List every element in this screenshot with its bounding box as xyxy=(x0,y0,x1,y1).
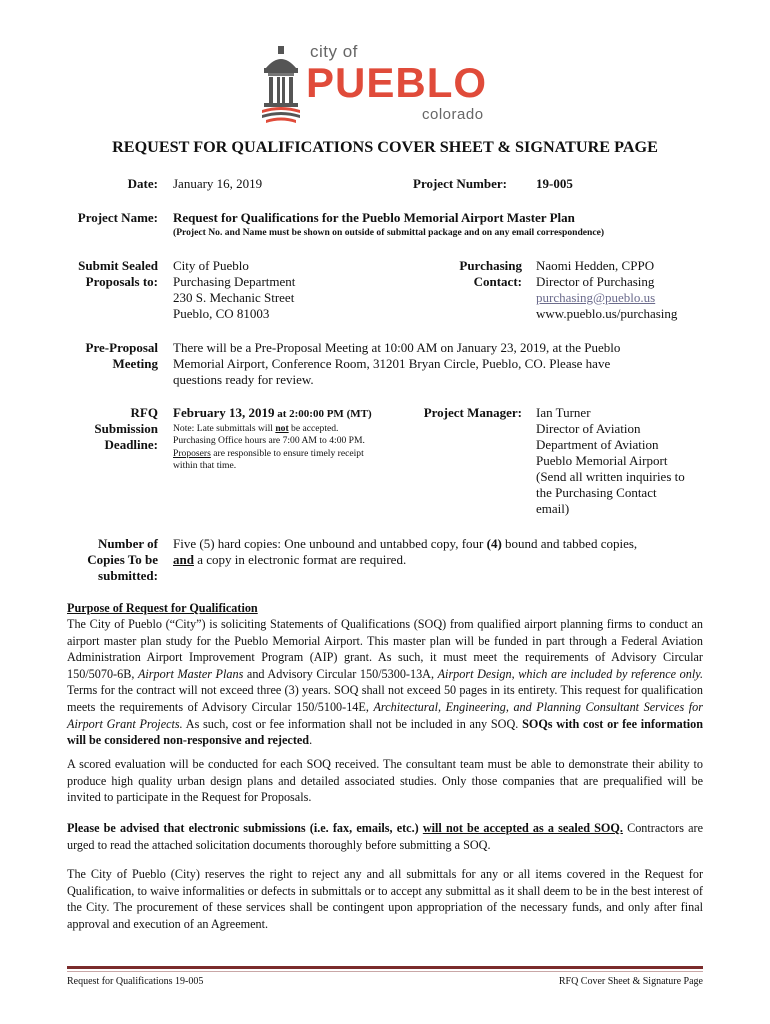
preproposal-label-line: Pre-Proposal xyxy=(85,340,158,355)
copies-text-part: bound and tabbed copies, xyxy=(501,536,638,551)
date-label: Date: xyxy=(127,176,158,191)
purchasing-contact-label xyxy=(420,258,522,290)
pm-line: (Send all written inquiries to xyxy=(536,469,685,484)
pm-line: Ian Turner xyxy=(536,405,591,420)
contact-title: Director of Purchasing xyxy=(536,274,655,289)
contact-label-line: Contact: xyxy=(473,274,522,289)
copies-label-line: Number of xyxy=(97,536,158,551)
contact-label-line: Purchasing xyxy=(459,258,522,273)
p1-text: . xyxy=(309,733,313,748)
pm-line: Department of Aviation xyxy=(536,437,659,452)
copies-text-part: Five (5) hard copies: One unbound and untabbed copy, four xyxy=(173,536,487,551)
note-text: are responsible to ensure timely receipt xyxy=(210,447,364,459)
address-line: City of Pueblo xyxy=(173,258,249,273)
copies-line-1 xyxy=(173,536,637,552)
note-text: be accepted. xyxy=(288,423,339,434)
project-number-value: 19-005 xyxy=(536,176,573,191)
submit-label xyxy=(40,258,158,290)
note-not: not xyxy=(275,423,289,434)
purchasing-contact-info xyxy=(536,258,677,322)
purpose-paragraph-2: A scored evaluation will be conducted for each SOQ received. The consultant team must be able to demonstrate their ability to produce high quality urban design plans and detailed associated studies. Only those companies that are prequalified will be invited to participate in the Request for Proposals. xyxy=(67,757,703,805)
receipt-note xyxy=(173,448,413,460)
note-text: Note: Late submittals will xyxy=(173,423,276,434)
address-line: Pueblo, CO 81003 xyxy=(173,306,270,321)
purpose-paragraph-1 xyxy=(67,616,703,749)
p1-italic: Architectural, Engineering, and Planning Consultant Services for Airport Grant Projects. xyxy=(67,699,703,731)
deadline-at: at xyxy=(274,408,290,420)
contact-email-link[interactable]: purchasing@pueblo.us xyxy=(536,290,656,305)
p1-text: and Advisory Circular 150/5300-13A, xyxy=(243,666,438,681)
project-name-value: Request for Qualifications for the Pueblo Memorial Airport Master Plan xyxy=(173,210,575,225)
preproposal-label xyxy=(40,340,158,372)
preproposal-line: There will be a Pre-Proposal Meeting at 10:00 AM on January 23, 2019, at the Pueblo xyxy=(173,340,621,355)
p1-italic: Airport Master Plans xyxy=(137,666,244,681)
deadline-label-line: Deadline: xyxy=(104,437,158,452)
deadline-label-line: Submission xyxy=(94,421,158,436)
copies-and: and xyxy=(173,552,194,567)
p1-bold: SOQs with cost or fee information will be considered non-responsive and rejected xyxy=(67,716,704,748)
copies-label-line: Copies To be xyxy=(87,552,158,567)
address-line: Purchasing Department xyxy=(173,274,296,289)
copies-label-line: submitted: xyxy=(98,568,158,583)
deadline-time: 2:00:00 PM (MT) xyxy=(289,408,372,420)
deadline-note xyxy=(173,423,413,473)
deadline-datetime xyxy=(173,405,413,422)
purpose-heading: Purpose of Request for Qualification xyxy=(67,601,258,615)
purpose-paragraph-3 xyxy=(67,820,703,853)
p1-text: The City of Pueblo (“City”) is soliciting Statements of Qualifications (SOQ) from qualified airport planning firms to conduct an airport master plan study for the Pueblo Memorial Airport. This master plan will be funded in part through a Federal Aviation Administration Airport Improvement Program (AIP) grant. As such, it must meet the requirements of Advisory Circular 150/5070-6B, xyxy=(67,617,703,681)
copies-line-2 xyxy=(173,552,637,568)
deadline-details xyxy=(173,405,413,473)
pm-line: email) xyxy=(536,501,570,516)
submit-address xyxy=(173,258,295,322)
purpose-paragraph-4: The City of Pueblo (City) reserves the right to reject any and all submittals for any or all items covered in the Request for Qualification, to waive informalities or defects in submittals or to accept any submittal as it shall deem to be in the best interest of the City. The procurement of these services shall be contingent upon appropriation of the necessary funds, and only after final approval and execution of an Agreement. xyxy=(67,867,703,931)
logo-name: PUEBLO xyxy=(306,59,488,106)
logo-city-of: city of xyxy=(310,42,358,61)
footer-rule-thin xyxy=(67,971,703,972)
preproposal-text xyxy=(173,340,620,388)
project-manager-info xyxy=(536,405,685,517)
copies-label xyxy=(40,536,158,584)
project-name-note: (Project No. and Name must be shown on outside of submittal package and on any email correspondence) xyxy=(173,227,605,238)
copies-count: (4) xyxy=(486,536,502,551)
late-note xyxy=(173,423,413,435)
note-text: within that time. xyxy=(173,460,237,472)
contact-name: Naomi Hedden, CPPO xyxy=(536,258,655,273)
p3-text: Contractors are urged to read the attached solicitation documents thoroughly before submitting a SOQ. xyxy=(67,821,703,852)
footer-left: Request for Qualifications 19-005 xyxy=(67,976,204,987)
copies-text xyxy=(173,536,637,568)
pueblo-building-logo-icon xyxy=(258,46,304,124)
pm-line: Director of Aviation xyxy=(536,421,641,436)
submit-label-line: Submit Sealed xyxy=(78,258,158,273)
p3-bold-underlined: will not be accepted as a sealed SOQ. xyxy=(422,821,623,835)
logo-state: colorado xyxy=(422,106,484,123)
submit-label-line: Proposals to: xyxy=(85,274,158,289)
project-name-label: Project Name: xyxy=(77,210,158,225)
preproposal-label-line: Meeting xyxy=(112,356,158,371)
footer-rule xyxy=(67,966,703,969)
p3-bold: Please be advised that electronic submissions (i.e. fax, emails, etc.) xyxy=(67,821,423,835)
office-hours-note: Purchasing Office hours are 7:00 AM to 4:00 PM. xyxy=(173,435,365,447)
note-proposers: Proposers xyxy=(173,447,211,459)
project-number-label: Project Number: xyxy=(413,176,507,191)
pm-line: the Purchasing Contact xyxy=(536,485,657,500)
page-title: REQUEST FOR QUALIFICATIONS COVER SHEET & SIGNATURE PAGE xyxy=(112,138,658,156)
preproposal-line: questions ready for review. xyxy=(173,372,314,387)
city-logo xyxy=(258,42,528,128)
preproposal-line: Memorial Airport, Conference Room, 31201 Bryan Circle, Pueblo, CO. Please have xyxy=(173,356,611,371)
contact-web: www.pueblo.us/purchasing xyxy=(536,306,678,321)
date-value: January 16, 2019 xyxy=(173,176,263,191)
deadline-label-line: RFQ xyxy=(130,405,158,420)
p1-text: As such, cost or fee information shall not be included in any SOQ. xyxy=(182,716,523,731)
deadline-label xyxy=(40,405,158,453)
deadline-date: February 13, 2019 xyxy=(173,405,275,420)
p1-italic: Airport Design, which are included by reference only. xyxy=(437,666,704,681)
footer-right: RFQ Cover Sheet & Signature Page xyxy=(558,976,703,987)
project-manager-label: Project Manager: xyxy=(423,405,522,420)
pm-line: Pueblo Memorial Airport xyxy=(536,453,668,468)
copies-text-part: a copy in electronic format are required. xyxy=(193,552,407,567)
address-line: 230 S. Mechanic Street xyxy=(173,290,295,305)
p1-text: Terms for the contract will not exceed three (3) years. SOQ shall not exceed 50 pages in its entirety. This request for qualification meets the requirements of Advisory Circular 150/5100-14E, xyxy=(67,683,703,714)
